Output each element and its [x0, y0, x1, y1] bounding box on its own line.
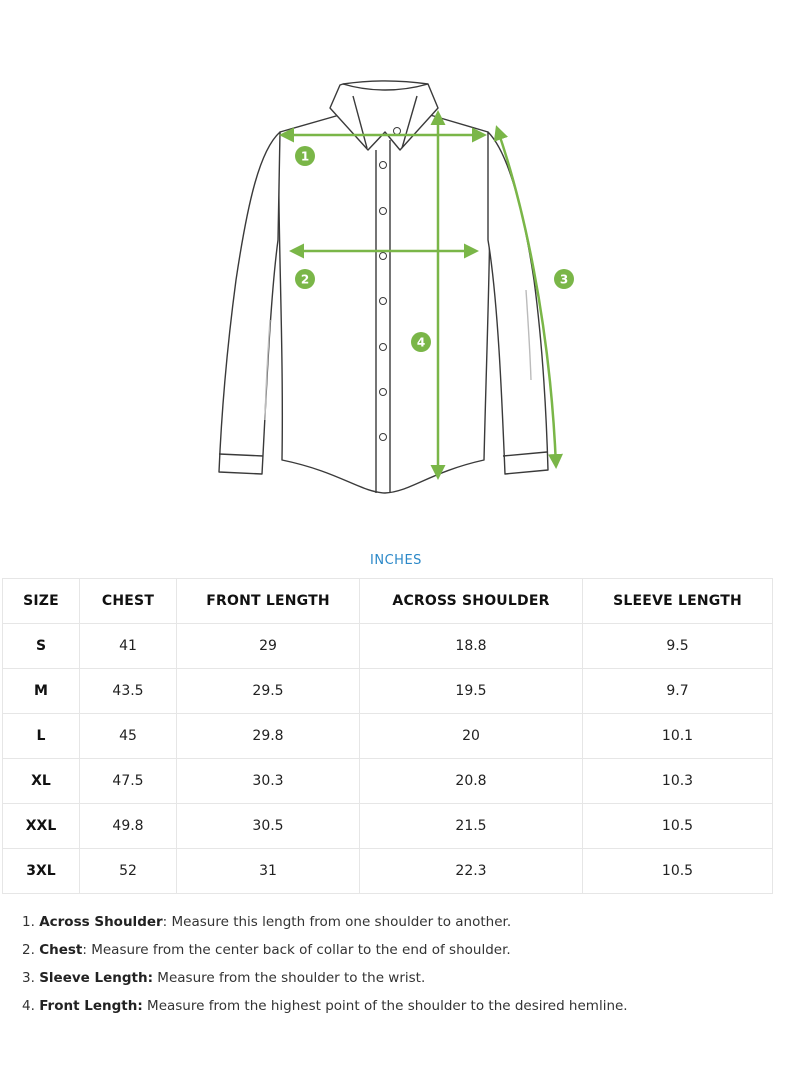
instruction-text: Measure this length from one shoulder to another. — [167, 914, 512, 930]
table-row — [3, 714, 773, 759]
shirt-button — [380, 434, 387, 441]
table-row — [3, 759, 773, 804]
instruction-number: 4. — [22, 998, 35, 1014]
instruction-separator: : — [162, 914, 168, 930]
chest-cell: 45 — [80, 714, 177, 759]
front-length-cell: 29 — [177, 624, 360, 669]
instruction-text: Measure from the highest point of the shoulder to the desired hemline. — [142, 998, 628, 1014]
marker-2 — [295, 269, 315, 289]
marker-3 — [554, 269, 574, 289]
column-header-chest: CHEST — [80, 579, 177, 624]
across-shoulder-cell: 20 — [360, 714, 583, 759]
chest-cell: 41 — [80, 624, 177, 669]
sleeve-length-cell: 9.5 — [583, 624, 773, 669]
instruction-text: Measure from the shoulder to the wrist. — [153, 970, 426, 986]
front-length-cell: 30.5 — [177, 804, 360, 849]
column-header-sleeve-length: SLEEVE LENGTH — [583, 579, 773, 624]
table-row — [3, 849, 773, 894]
across-shoulder-cell: 21.5 — [360, 804, 583, 849]
sleeve-length-cell: 10.3 — [583, 759, 773, 804]
shirt-button — [380, 162, 387, 169]
instruction-item — [22, 996, 628, 1024]
size-chart-table — [2, 578, 773, 894]
instruction-term: Across Shoulder — [39, 914, 163, 930]
chest-cell: 43.5 — [80, 669, 177, 714]
across-shoulder-cell: 18.8 — [360, 624, 583, 669]
marker-4 — [411, 332, 431, 352]
chest-cell: 47.5 — [80, 759, 177, 804]
chest-cell: 52 — [80, 849, 177, 894]
shirt-outline — [219, 81, 548, 493]
sleeve-length-cell: 9.7 — [583, 669, 773, 714]
marker-1 — [295, 146, 315, 166]
shirt-button — [380, 344, 387, 351]
column-header-front-length: FRONT LENGTH — [177, 579, 360, 624]
shirt-button — [394, 128, 401, 135]
instruction-term: Chest — [39, 942, 83, 958]
measurement-instructions — [22, 912, 628, 1024]
instruction-item — [22, 912, 628, 940]
table-row — [3, 804, 773, 849]
shirt-button — [380, 389, 387, 396]
instruction-text: Measure from the center back of collar to the end of shoulder. — [86, 942, 511, 958]
front-length-cell: 31 — [177, 849, 360, 894]
column-header-size: SIZE — [3, 579, 80, 624]
across-shoulder-cell: 22.3 — [360, 849, 583, 894]
sleeve-length-cell: 10.5 — [583, 804, 773, 849]
front-length-cell: 30.3 — [177, 759, 360, 804]
svg-text:3: 3 — [559, 272, 569, 287]
size-cell: XL — [3, 759, 80, 804]
instruction-term: Sleeve Length: — [39, 970, 154, 986]
instruction-number: 1. — [22, 914, 35, 930]
instruction-number: 3. — [22, 970, 35, 986]
size-cell: L — [3, 714, 80, 759]
size-cell: 3XL — [3, 849, 80, 894]
instruction-item — [22, 968, 628, 996]
across-shoulder-cell: 20.8 — [360, 759, 583, 804]
svg-text:4: 4 — [416, 335, 426, 350]
shirt-button — [380, 298, 387, 305]
table-row — [3, 624, 773, 669]
size-cell: M — [3, 669, 80, 714]
front-length-cell: 29.8 — [177, 714, 360, 759]
instruction-number: 2. — [22, 942, 35, 958]
size-cell: XXL — [3, 804, 80, 849]
chest-cell: 49.8 — [80, 804, 177, 849]
instruction-separator: : — [82, 942, 87, 958]
across-shoulder-cell: 19.5 — [360, 669, 583, 714]
size-cell: S — [3, 624, 80, 669]
svg-text:1: 1 — [300, 149, 310, 164]
units-label: INCHES — [370, 553, 422, 568]
sleeve-length-cell: 10.5 — [583, 849, 773, 894]
table-row — [3, 669, 773, 714]
column-header-across-shoulder: ACROSS SHOULDER — [360, 579, 583, 624]
svg-text:2: 2 — [300, 272, 310, 287]
shirt-button — [380, 253, 387, 260]
front-length-cell: 29.5 — [177, 669, 360, 714]
instruction-term: Front Length: — [39, 998, 143, 1014]
instruction-item — [22, 940, 628, 968]
table-header-row — [3, 579, 773, 624]
sleeve-length-cell: 10.1 — [583, 714, 773, 759]
shirt-button — [380, 208, 387, 215]
